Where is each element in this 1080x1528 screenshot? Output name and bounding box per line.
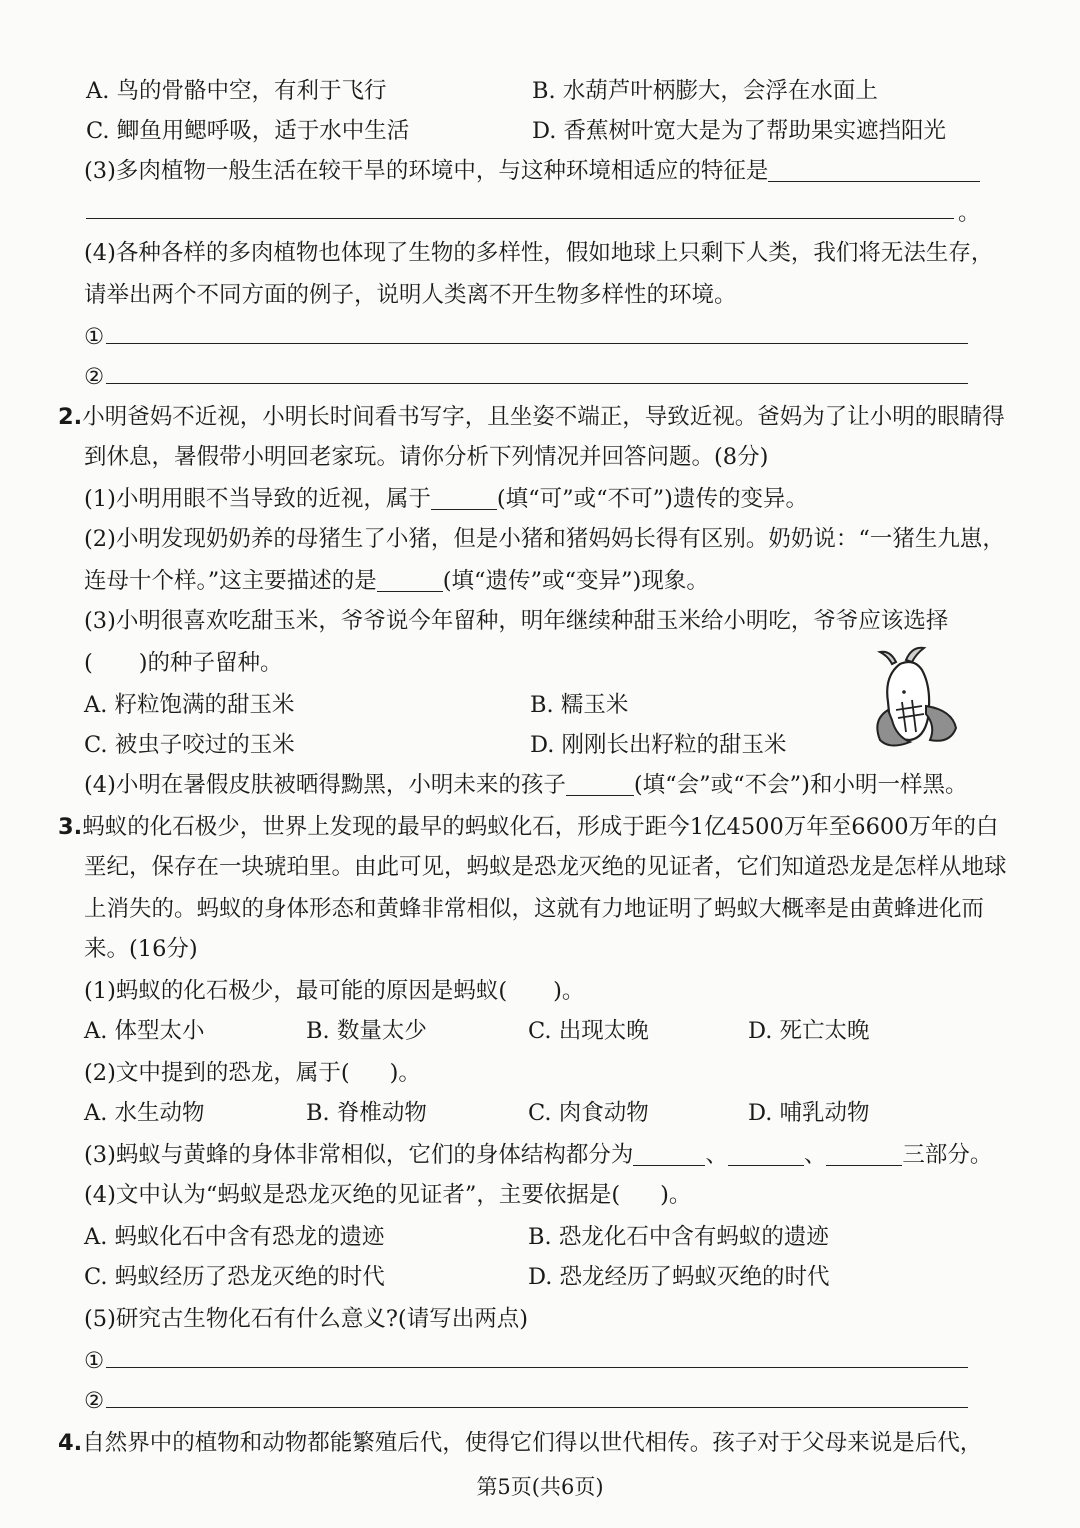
q2-sub1: (1)小明用眼不当导致的近视，属于 (填“可”或“不可”)遗传的变异。 (84, 486, 808, 512)
q2-sub3-line1: (3)小明很喜欢吃甜玉米，爷爷说今年留种，明年继续种甜玉米给小明吃，爷爷应该选择 (84, 608, 949, 634)
q2-sub2-line2: 连母十个样。”这主要描述的是 (填“遗传”或“变异”)现象。 (84, 568, 709, 594)
q3-sub2-option-c: C. 肉食动物 (528, 1100, 649, 1126)
q3-sub2-option-d: D. 哺乳动物 (748, 1100, 870, 1126)
q2-stem-line2: 到休息，暑假带小明回老家玩。请你分析下列情况并回答问题。(8分) (84, 444, 769, 470)
q2-option-c: C. 被虫子咬过的玉米 (84, 732, 295, 758)
q3-stem-line3: 上消失的。蚂蚁的身体形态和黄蜂非常相似，这就有力地证明了蚂蚁大概率是由黄蜂进化而 (84, 896, 985, 922)
answer-blank[interactable] (728, 1143, 804, 1166)
q4-stem-line1: 4.自然界中的植物和动物都能繁殖后代，使得它们得以世代相传。孩子对于父母来说是后代， (58, 1430, 983, 1456)
answer-blank[interactable] (768, 159, 980, 182)
q3-option-b: B. 恐龙化石中含有蚂蚁的遗迹 (528, 1224, 829, 1250)
q1-answer-mark-1: ① (84, 324, 105, 350)
q2-sub2-line1: (2)小明发现奶奶养的母猪生了小猪，但是小猪和猪妈妈长得有区别。奶奶说：“一猪生九崽， (84, 526, 1005, 552)
answer-blank[interactable] (826, 1143, 902, 1166)
q3-sub2-option-b: B. 脊椎动物 (306, 1100, 427, 1126)
q1-option-a: A. 鸟的骨骼中空，有利于飞行 (86, 78, 387, 104)
q2-number: 2. (58, 404, 83, 430)
page-number: 第5页(共6页) (476, 1475, 604, 1499)
q2-stem-line1: 2.小明爸妈不近视，小明长时间看书写字，且坐姿不端正，导致近视。爸妈为了让小明的眼睛得 (58, 404, 1005, 430)
q1-sub4-line2: 请举出两个不同方面的例子，说明人类离不开生物多样性的环境。 (84, 282, 737, 308)
corn-mascot-icon (866, 640, 966, 760)
q2-option-d: D. 刚刚长出籽粒的甜玉米 (530, 732, 787, 758)
answer-blank[interactable] (566, 773, 634, 796)
q3-answer-mark-1: ① (84, 1348, 105, 1374)
q1-sub3-end: 。 (958, 200, 981, 226)
q2-option-a: A. 籽粒饱满的甜玉米 (84, 692, 295, 718)
q3-sub1-option-b: B. 数量太少 (306, 1018, 427, 1044)
q1-option-d: D. 香蕉树叶宽大是为了帮助果实遮挡阳光 (532, 118, 947, 144)
q3-sub2-option-a: A. 水生动物 (84, 1100, 205, 1126)
q3-stem-line1: 3.蚂蚁的化石极少，世界上发现的最早的蚂蚁化石，形成于距今1亿4500万年至6600万年的白 (58, 814, 999, 840)
q3-sub2: (2)文中提到的恐龙，属于( )。 (84, 1060, 421, 1086)
q3-stem-line2: 垩纪，保存在一块琥珀里。由此可见，蚂蚁是恐龙灭绝的见证者，它们知道恐龙是怎样从地球 (84, 854, 1007, 880)
q3-answer-mark-2: ② (84, 1388, 105, 1414)
q3-number: 3. (58, 814, 83, 840)
q3-sub3: (3)蚂蚁与黄蜂的身体非常相似，它们的身体结构都分为 、 、 三部分。 (84, 1142, 993, 1168)
q2-option-b: B. 糯玉米 (530, 692, 629, 718)
q3-stem-line4: 来。(16分) (84, 936, 198, 962)
q1-answer-mark-2: ② (84, 364, 105, 390)
q1-option-b: B. 水葫芦叶柄膨大，会浮在水面上 (532, 78, 878, 104)
answer-blank[interactable] (431, 487, 497, 510)
q2-sub3-line2: ( )的种子留种。 (84, 650, 283, 676)
q3-sub1: (1)蚂蚁的化石极少，最可能的原因是蚂蚁( )。 (84, 978, 585, 1004)
q1-sub3: (3)多肉植物一般生活在较干旱的环境中，与这种环境相适应的特征是 (84, 156, 980, 186)
q3-sub5: (5)研究古生物化石有什么意义?(请写出两点) (84, 1306, 528, 1332)
q1-option-c: C. 鲫鱼用鳃呼吸，适于水中生活 (86, 118, 410, 144)
answer-line-2[interactable] (106, 1407, 968, 1408)
q3-sub1-option-d: D. 死亡太晚 (748, 1018, 870, 1044)
answer-line-1[interactable] (106, 1367, 968, 1368)
answer-line-2[interactable] (106, 383, 968, 384)
answer-blank[interactable] (377, 569, 443, 592)
answer-blank[interactable] (633, 1143, 705, 1166)
q4-number: 4. (58, 1430, 83, 1456)
answer-line[interactable] (86, 218, 954, 219)
q3-option-d: D. 恐龙经历了蚂蚁灭绝的时代 (528, 1264, 830, 1290)
q3-sub1-option-c: C. 出现太晚 (528, 1018, 649, 1044)
answer-line-1[interactable] (106, 343, 968, 344)
q1-sub4-line1: (4)各种各样的多肉植物也体现了生物的多样性，假如地球上只剩下人类，我们将无法生存， (84, 240, 994, 266)
q2-sub4: (4)小明在暑假皮肤被晒得黝黑，小明未来的孩子 (填“会”或“不会”)和小明一样黑。 (84, 772, 968, 798)
q3-option-c: C. 蚂蚁经历了恐龙灭绝的时代 (84, 1264, 385, 1290)
q3-sub1-option-a: A. 体型太小 (84, 1018, 205, 1044)
q3-sub4: (4)文中认为“蚂蚁是恐龙灭绝的见证者”，主要依据是( )。 (84, 1182, 692, 1208)
q3-option-a: A. 蚂蚁化石中含有恐龙的遗迹 (84, 1224, 385, 1250)
